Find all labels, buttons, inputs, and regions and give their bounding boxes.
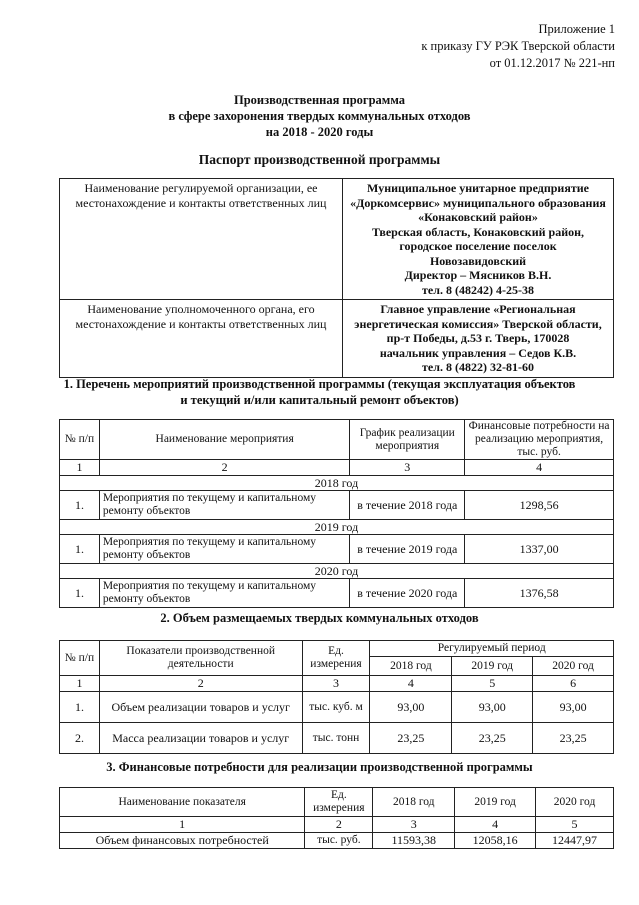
row-amount: 1337,00 <box>465 535 614 564</box>
row-name: Мероприятия по текущему и капитальному ремонту объектов <box>99 579 349 608</box>
index-row <box>60 676 614 692</box>
header-year: 2018 год <box>370 657 452 676</box>
index-cell: 2 <box>99 460 349 476</box>
header-year: 2020 год <box>533 657 614 676</box>
appendix-line: к приказу ГУ РЭК Тверской области <box>421 39 615 53</box>
row-amount: 1376,58 <box>465 579 614 608</box>
row-num: 2. <box>60 723 100 754</box>
row-value: 23,25 <box>452 723 533 754</box>
row-schedule: в течение 2018 года <box>350 491 465 520</box>
row-value: 93,00 <box>452 692 533 723</box>
heading-line: 1. Перечень мероприятий производственной программы (текущая эксплуатация объектов <box>63 377 576 391</box>
index-cell: 3 <box>350 460 465 476</box>
row-value: 23,25 <box>370 723 452 754</box>
index-cell: 1 <box>60 460 100 476</box>
row-value: 93,00 <box>370 692 452 723</box>
index-cell: 4 <box>455 817 536 833</box>
appendix-line: Приложение 1 <box>538 22 615 36</box>
value-line: «Конаковский район» <box>418 210 538 224</box>
header-year: 2020 год <box>536 788 614 817</box>
index-cell: 1 <box>60 817 305 833</box>
header-indicator: Показатели производственной деятельности <box>99 641 302 676</box>
table-row <box>60 535 614 564</box>
index-cell: 4 <box>465 460 614 476</box>
row-name: Масса реализации товаров и услуг <box>99 723 302 754</box>
table-row <box>60 491 614 520</box>
value-line: городское поселение поселок <box>399 239 557 253</box>
index-cell: 6 <box>533 676 614 692</box>
table-row <box>60 833 614 849</box>
value-line: «Доркомсервис» муниципального образования <box>350 195 606 210</box>
index-row <box>60 817 614 833</box>
passport-value <box>343 179 614 300</box>
row-value: 23,25 <box>533 723 614 754</box>
heading-line: и текущий и/или капитальный ремонт объектов) <box>180 393 459 407</box>
row-name: Мероприятия по текущему и капитальному ремонту объектов <box>99 535 349 564</box>
year-label: 2020 год <box>60 564 614 579</box>
table-header-row <box>60 641 614 657</box>
passport-heading: Паспорт производственной программы <box>198 152 441 167</box>
header-year: 2019 год <box>452 657 533 676</box>
value-line: Муниципальное унитарное предприятие <box>367 181 589 195</box>
table-header-row <box>60 788 614 817</box>
row-unit: тыс. тонн <box>302 723 370 754</box>
passport-value <box>343 300 614 378</box>
year-row <box>60 520 614 535</box>
row-name: Объем реализации товаров и услуг <box>99 692 302 723</box>
header-year: 2018 год <box>373 788 455 817</box>
year-label: 2019 год <box>60 520 614 535</box>
value-line: тел. 8 (48242) 4-25-38 <box>422 282 534 297</box>
table-row <box>60 179 614 300</box>
section1-heading <box>0 376 639 408</box>
year-row <box>60 564 614 579</box>
header-indicator: Наименование показателя <box>60 788 305 817</box>
index-cell: 1 <box>60 676 100 692</box>
value-line: тел. 8 (4822) 32-81-60 <box>422 360 534 374</box>
header-num: № п/п <box>60 420 100 460</box>
section2-table <box>59 640 614 754</box>
row-num: 1. <box>60 535 100 564</box>
value-line: пр-т Победы, д.53 г. Тверь, 170028 <box>386 331 570 345</box>
header-num: № п/п <box>60 641 100 676</box>
row-schedule: в течение 2020 года <box>350 579 465 608</box>
passport-table <box>59 178 614 378</box>
header-unit: Ед. измерения <box>302 641 370 676</box>
row-schedule: в течение 2019 года <box>350 535 465 564</box>
value-line: Тверская область, Конаковский район, <box>371 224 585 239</box>
row-unit: тыс. руб. <box>305 833 373 849</box>
table-row <box>60 692 614 723</box>
passport-label: Наименование уполномоченного органа, его местонахождение и контакты ответственных лиц <box>60 300 343 378</box>
row-value: 11593,38 <box>373 833 455 849</box>
index-cell: 5 <box>452 676 533 692</box>
table-row <box>60 300 614 378</box>
table-row <box>60 579 614 608</box>
header-year: 2019 год <box>455 788 536 817</box>
row-num: 1. <box>60 579 100 608</box>
row-name: Мероприятия по текущему и капитальному ремонту объектов <box>99 491 349 520</box>
section3-table <box>59 787 614 849</box>
title-line: Производственная программа <box>233 93 406 107</box>
appendix-line: от 01.12.2017 № 221-нп <box>489 56 615 70</box>
section2-heading: 2. Объем размещаемых твердых коммунальных отходов <box>160 611 479 625</box>
row-name: Объем финансовых потребностей <box>60 833 305 849</box>
index-cell: 4 <box>370 676 452 692</box>
index-row <box>60 460 614 476</box>
value-line: Новозавидовский <box>429 253 527 268</box>
header-period: Регулируемый период <box>370 641 614 657</box>
value-line: Директор – Мясников В.Н. <box>404 268 552 282</box>
section1-table <box>59 419 614 608</box>
title-line: на 2018 - 2020 годы <box>265 125 374 139</box>
passport-label: Наименование регулируемой организации, ее местонахождение и контакты ответственных лиц <box>60 179 343 300</box>
value-line: энергетическая комиссия» Тверской области, <box>354 316 602 331</box>
row-unit: тыс. куб. м <box>302 692 370 723</box>
value-line: начальник управления – Седов К.В. <box>379 345 577 360</box>
header-unit: Ед. измерения <box>305 788 373 817</box>
value-line: Главное управление «Региональная <box>380 302 576 316</box>
year-row <box>60 476 614 491</box>
header-name: Наименование мероприятия <box>99 420 349 460</box>
row-value: 12058,16 <box>455 833 536 849</box>
section3-heading: 3. Финансовые потребности для реализации производственной программы <box>106 760 533 774</box>
title-line: в сфере захоронения твердых коммунальных отходов <box>168 109 471 123</box>
row-num: 1. <box>60 692 100 723</box>
table-row <box>60 723 614 754</box>
index-cell: 3 <box>373 817 455 833</box>
header-amount: Финансовые потребности на реализацию мероприятия, тыс. руб. <box>465 420 614 460</box>
table-header-row <box>60 420 614 460</box>
row-value: 12447,97 <box>536 833 614 849</box>
row-value: 93,00 <box>533 692 614 723</box>
index-cell: 5 <box>536 817 614 833</box>
year-label: 2018 год <box>60 476 614 491</box>
row-num: 1. <box>60 491 100 520</box>
index-cell: 2 <box>305 817 373 833</box>
index-cell: 2 <box>99 676 302 692</box>
row-amount: 1298,56 <box>465 491 614 520</box>
appendix-note <box>421 21 615 72</box>
document-title <box>0 92 639 140</box>
header-schedule: График реализации мероприятия <box>350 420 465 460</box>
index-cell: 3 <box>302 676 370 692</box>
